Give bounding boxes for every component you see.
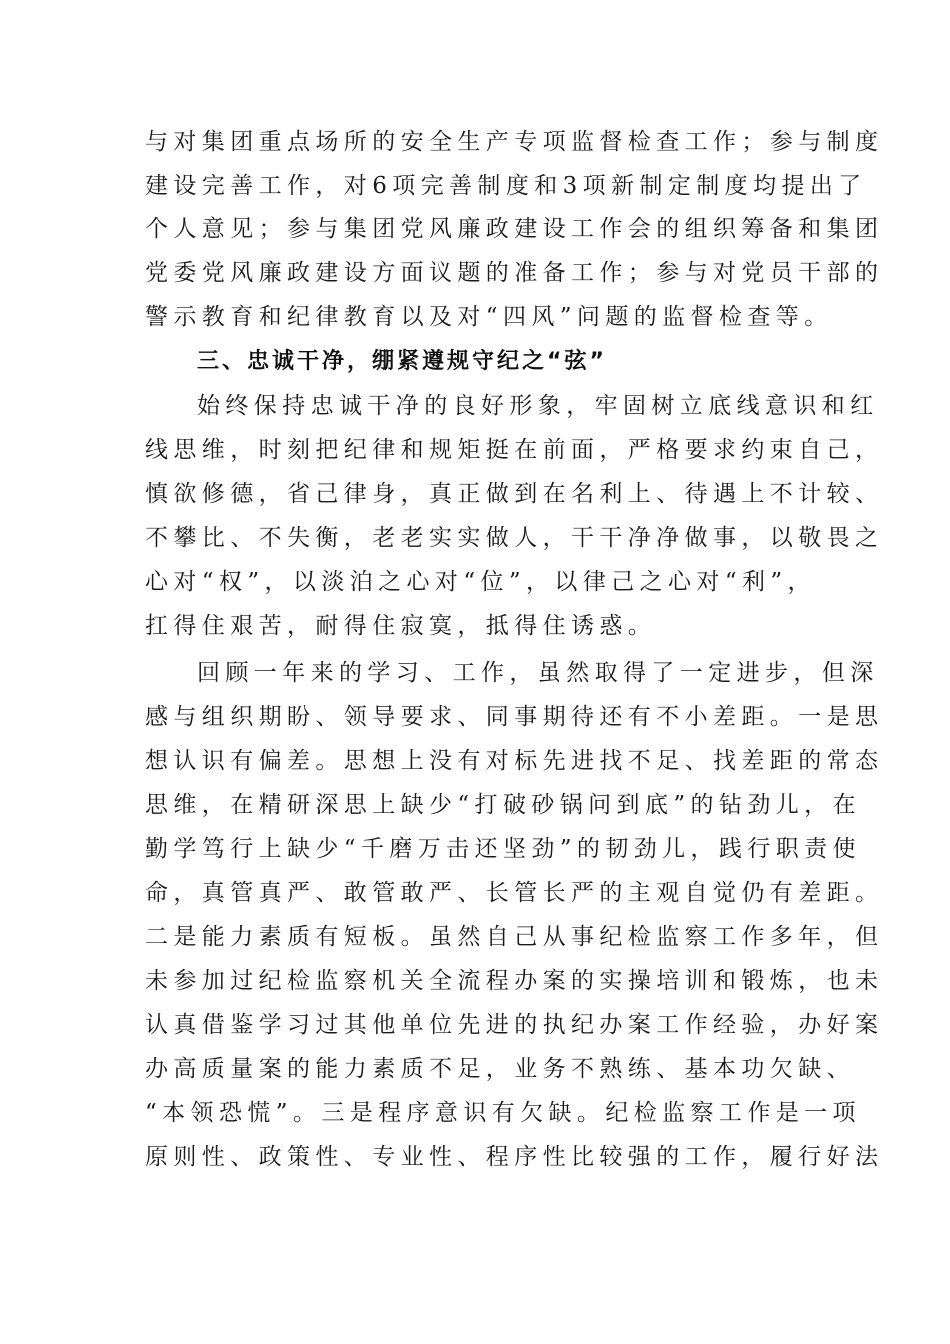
text-line: 建设完善工作，对6项完善制度和3项新制定制度均提出了 [145,173,867,199]
text-line: 警示教育和纪律教育以及对“四风”问题的监督检查等。 [145,304,833,330]
text-line: 心对“权”，以淡泊之心对“位”，以律己之心对“利”， [145,569,816,595]
text-line: 不攀比、不失衡，老老实实做人，干干净净做事，以敬畏之 [145,525,884,551]
text-line: 未参加过纪检监察机关全流程办案的实操培训和锻炼，也未 [145,968,884,994]
text-line: 想认识有偏差。思想上没有对标先进找不足、找差距的常态 [145,748,884,774]
text-line: “本领恐慌”。三是程序意识有欠缺。纪检监察工作是一项 [145,1100,861,1126]
text-line: 认真借鉴学习过其他单位先进的执纪办案工作经验，办好案 [145,1012,884,1038]
paragraph-first-line: 回顾一年来的学习、工作，虽然取得了一定进步，但深 [197,660,879,686]
text-line: 慎欲修德，省己律身，真正做到在名利上、待遇上不计较、 [145,481,884,507]
section-heading: 三、忠诚干净，绷紧遵规守纪之“弦” [197,349,607,374]
text-line: 二是能力素质有短板。虽然自己从事纪检监察工作多年，但 [145,924,884,950]
text-line: 党委党风廉政建设方面议题的准备工作；参与对党员干部的 [145,260,884,286]
text-line: 扛得住艰苦，耐得住寂寞，抵得住诱惑。 [145,613,657,639]
text-line: 命，真管真严、敢管敢严、长管长严的主观自觉仍有差距。 [145,880,884,906]
text-line: 感与组织期盼、领导要求、同事期待还有不小差距。一是思 [145,704,884,730]
text-line: 原则性、政策性、专业性、程序性比较强的工作，履行好法 [145,1144,884,1170]
text-line: 线思维，时刻把纪律和规矩挺在前面，严格要求约束自己， [145,437,884,463]
text-line: 与对集团重点场所的安全生产专项监督检查工作；参与制度 [145,129,884,155]
text-line: 个人意见；参与集团党风廉政建设工作会的组织筹备和集团 [145,216,884,242]
text-line: 思维，在精研深思上缺少“打破砂锅问到底”的钻劲儿，在 [145,792,861,818]
text-line: 勤学笃行上缺少“千磨万击还坚劲”的韧劲儿，践行职责使 [145,836,861,862]
paragraph-first-line: 始终保持忠诚干净的良好形象，牢固树立底线意识和红 [197,393,879,419]
text-line: 办高质量案的能力素质不足，业务不熟练、基本功欠缺、 [145,1056,855,1082]
